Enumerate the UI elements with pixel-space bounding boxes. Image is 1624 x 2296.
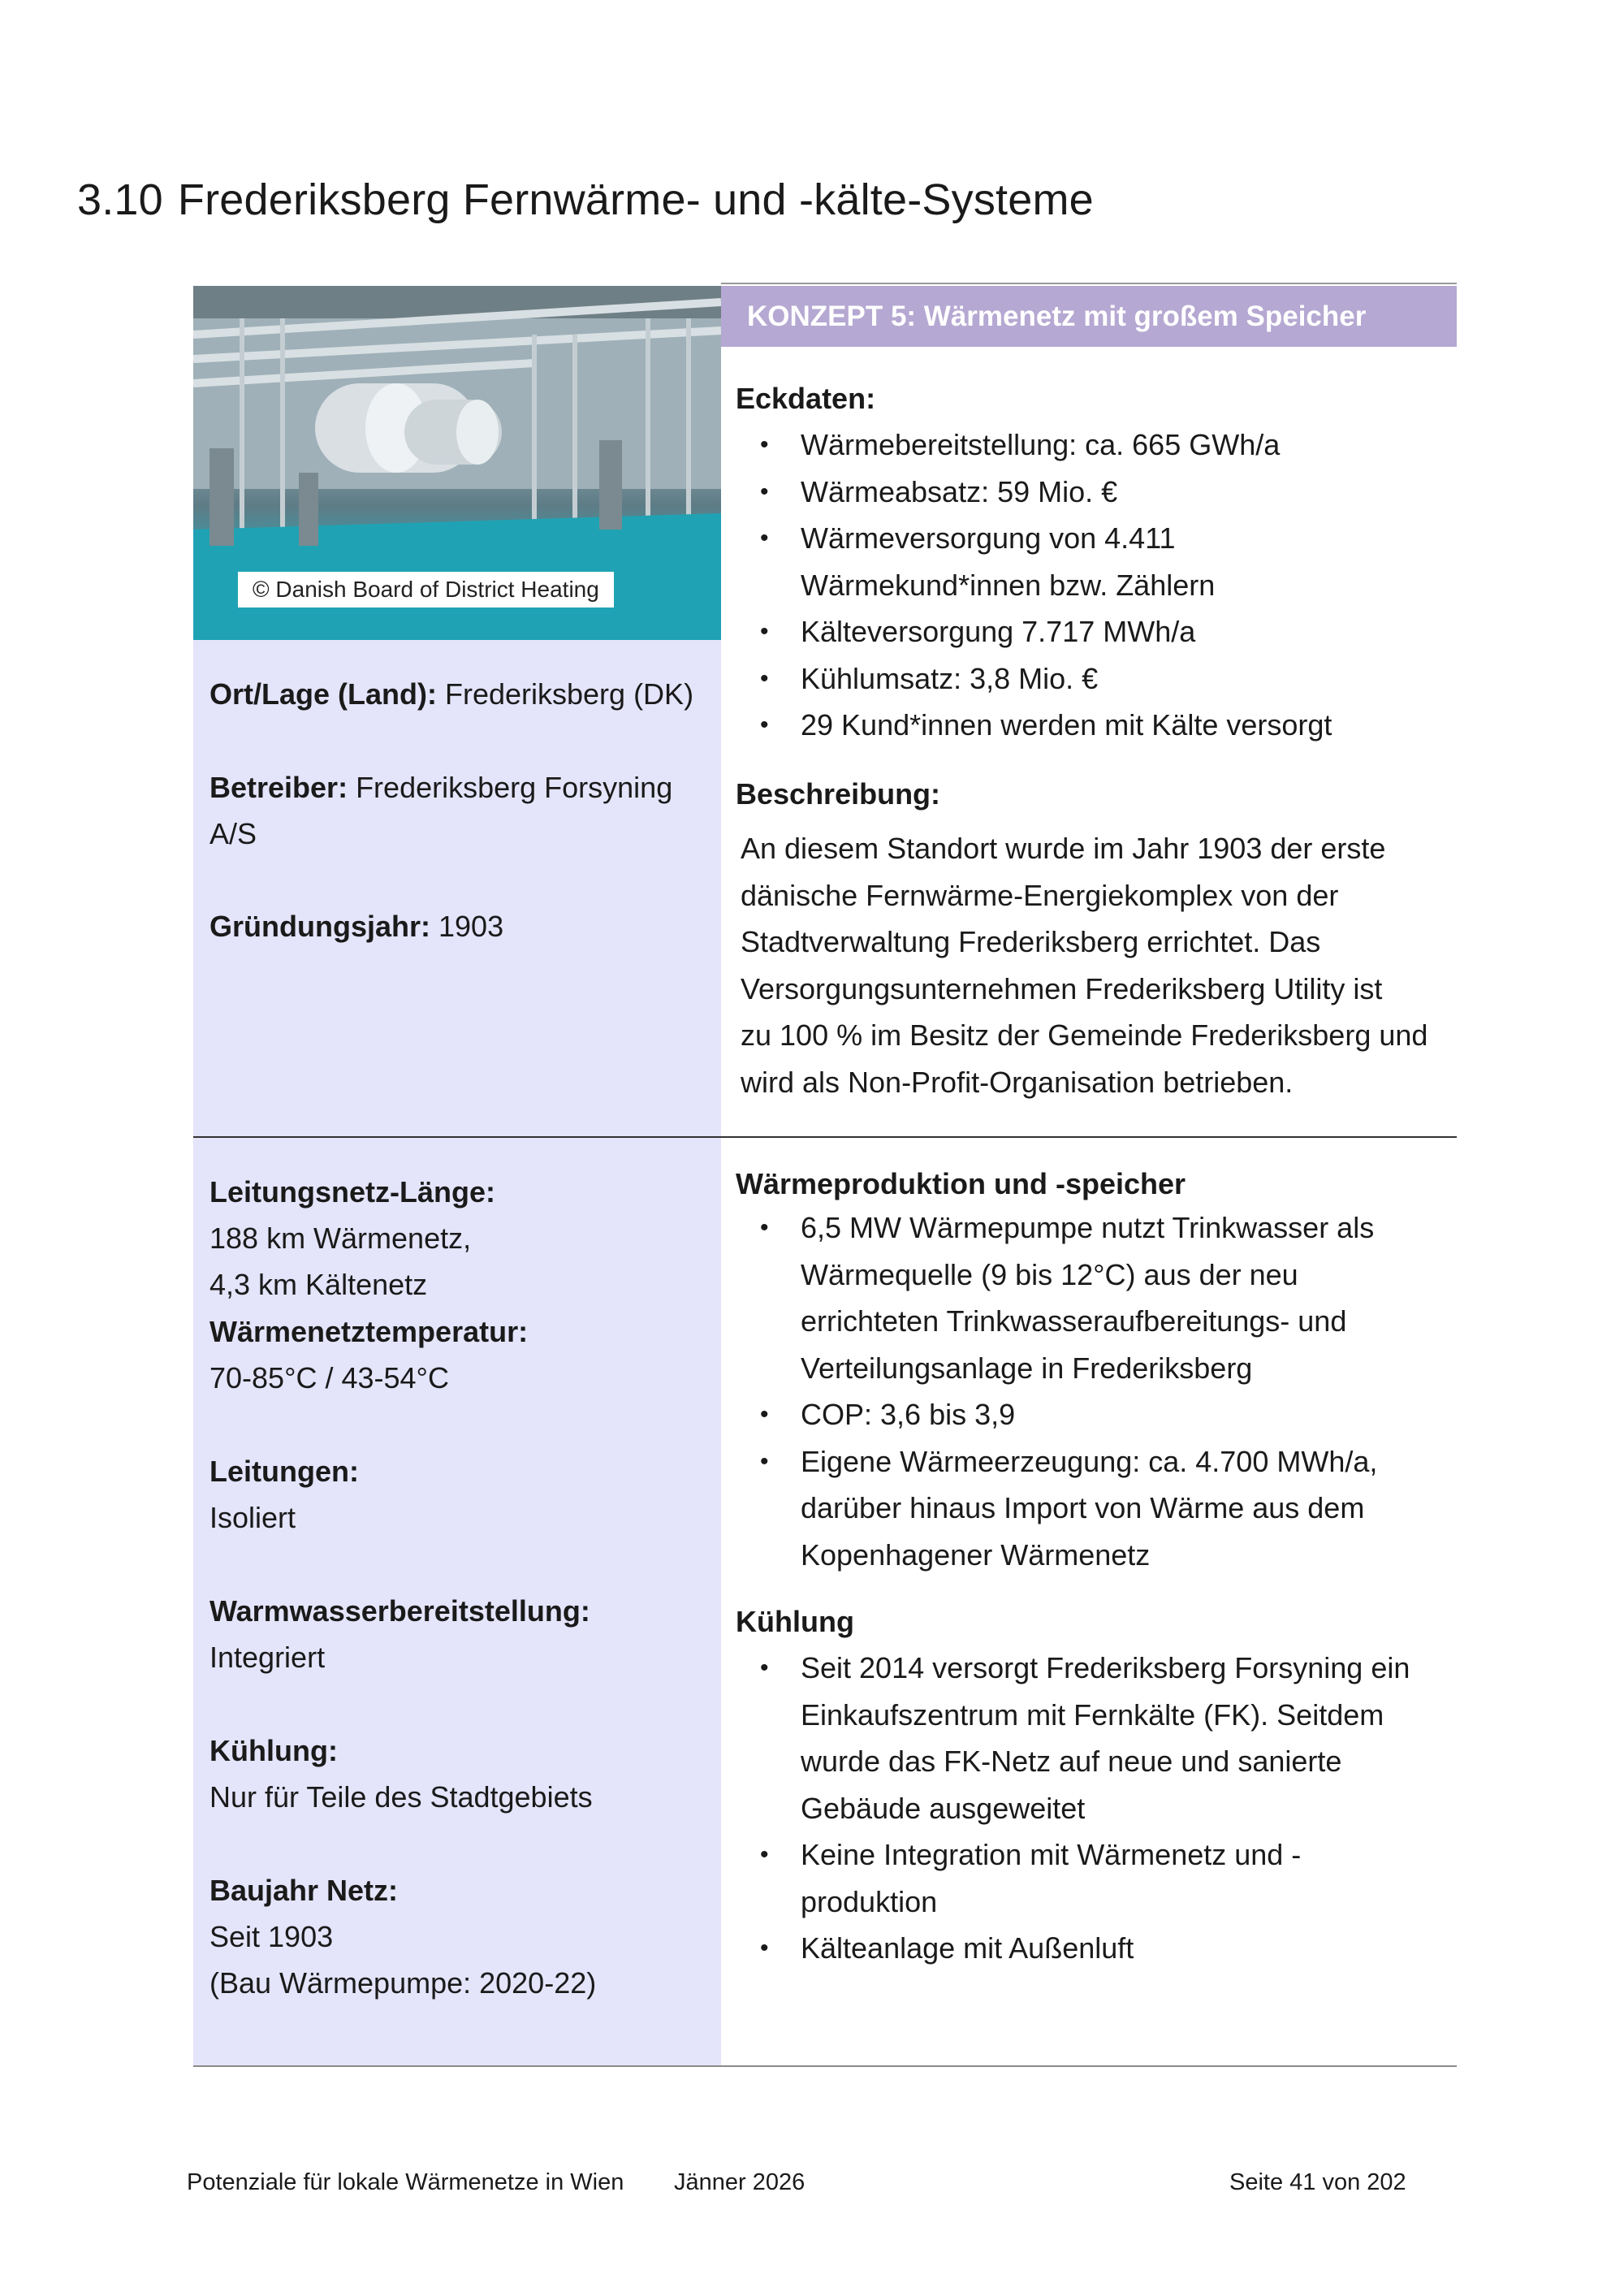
list-item-line: produktion [801, 1884, 938, 1918]
founding-year-label: Gründungsjahr: [209, 910, 430, 943]
list-item-line: Seit 2014 versorgt Frederiksberg Forsyning ein [801, 1651, 1410, 1684]
bullet: • [760, 1447, 769, 1475]
bullet: • [760, 525, 769, 551]
operator-label: Betreiber: [209, 771, 348, 804]
beschreibung-heading: Beschreibung: [736, 777, 941, 811]
list-item-line: Wärmebereitstellung: ca. 665 GWh/a [801, 428, 1281, 461]
list-item-line: 29 Kund*innen werden mit Kälte versorgt [801, 708, 1332, 742]
list-item-line: Keine Integration mit Wärmenetz und - [801, 1838, 1302, 1871]
operator-field [209, 764, 713, 857]
list-item-line: Gebäude ausgeweitet [801, 1791, 1086, 1825]
eckdaten-section [736, 375, 1450, 749]
hot-water-value: Integriert [209, 1641, 326, 1674]
list-item-line: Einkaufszentrum mit Fernkälte (FK). Seitdem [801, 1697, 1384, 1732]
list-item-line: Kopenhagener Wärmenetz [801, 1537, 1151, 1572]
list-item [736, 1925, 1450, 1972]
network-length-line: 4,3 km Kältenetz [209, 1268, 428, 1301]
paragraph-line: Versorgungsunternehmen Frederiksberg Utility ist [741, 971, 1383, 1005]
bullet: • [760, 1841, 769, 1868]
list-item-line: Kälteanlage mit Außenluft [801, 1931, 1134, 1965]
paragraph-line: zu 100 % im Besitz der Gemeinde Frederiksberg und [741, 1018, 1428, 1052]
paragraph-line: dänische Fernwärme-Energiekomplex von der [741, 878, 1339, 912]
list-item-line: Kühlumsatz: 3,8 Mio. € [801, 661, 1099, 695]
pipes-label: Leitungen: [209, 1455, 359, 1488]
cooling-label: Kühlung: [209, 1734, 338, 1767]
bullet: • [760, 431, 769, 458]
waermeproduktion-heading: Wärmeproduktion und -speicher [736, 1167, 1186, 1200]
beschreibung-paragraph [741, 825, 1450, 1105]
list-item-line: Wärmeabsatz: 59 Mio. € [801, 474, 1118, 508]
eckdaten-list [736, 422, 1450, 749]
founding-year-field [209, 903, 713, 949]
list-item [736, 422, 1450, 469]
plant-photo [193, 286, 721, 640]
list-item-line: Wärmequelle (9 bis 12°C) aus der neu [801, 1257, 1298, 1291]
pipes-value: Isoliert [209, 1501, 296, 1534]
network-length-field [209, 1169, 713, 1308]
bullet: • [760, 618, 769, 645]
bullet: • [760, 478, 769, 505]
bullet: • [760, 664, 769, 692]
list-item [736, 608, 1450, 655]
table-bottom-rule [193, 2065, 1457, 2067]
waermeproduktion-list [736, 1204, 1450, 1578]
list-item-line: Wärmekund*innen bzw. Zählern [801, 568, 1216, 602]
construction-year-label: Baujahr Netz: [209, 1874, 399, 1907]
list-item [736, 1831, 1450, 1925]
kuehlung-list [736, 1645, 1450, 1972]
left-info-column [193, 286, 721, 2066]
section-heading [77, 175, 1094, 225]
section-number: 3.10 [77, 175, 163, 224]
hot-water-label: Warmwasserbereitstellung: [209, 1594, 590, 1628]
list-item-line: Kälteversorgung 7.717 MWh/a [801, 615, 1196, 648]
photo-credit: © Danish Board of District Heating [238, 572, 614, 608]
list-item [736, 1391, 1450, 1438]
footer-document-title: Potenziale für lokale Wärmenetze in Wien [187, 2169, 624, 2195]
list-item [736, 515, 1450, 608]
list-item-line: Verteilungsanlage in Frederiksberg [801, 1351, 1253, 1385]
list-item-line: Eigene Wärmeerzeugung: ca. 4.700 MWh/a, [801, 1444, 1378, 1478]
list-item-line: wurde das FK-Netz auf neue und sanierte [801, 1745, 1342, 1778]
construction-year-field [209, 1867, 713, 2006]
construction-year-line: (Bau Wärmepumpe: 2020-22) [209, 1966, 597, 2000]
concept-banner: KONZEPT 5: Wärmenetz mit großem Speicher [721, 286, 1457, 347]
network-length-line: 188 km Wärmenetz, [209, 1222, 472, 1255]
list-item-line: errichteten Trinkwasseraufbereitungs- und [801, 1304, 1347, 1338]
network-temperature-value: 70-85°C / 43-54°C [209, 1361, 449, 1394]
list-item [736, 655, 1450, 703]
paragraph-line: Stadtverwaltung Frederiksberg errichtet. Das [741, 925, 1321, 958]
network-temperature-field [209, 1308, 713, 1401]
kuehlung-section [736, 1598, 1450, 1972]
cooling-field [209, 1727, 713, 1820]
bullet: • [760, 1654, 769, 1681]
bullet: • [760, 1214, 769, 1241]
footer-date: Jänner 2026 [674, 2169, 806, 2195]
bullet: • [760, 1401, 769, 1428]
bullet: • [760, 711, 769, 738]
bullet: • [760, 1935, 769, 1961]
location-field [209, 671, 713, 717]
kuehlung-heading: Kühlung [736, 1605, 854, 1638]
cooling-value: Nur für Teile des Stadtgebiets [209, 1780, 593, 1814]
list-item-line: darüber hinaus Import von Wärme aus dem [801, 1491, 1365, 1524]
pipes-field [209, 1448, 713, 1541]
footer-page-number: Seite 41 von 202 [1229, 2169, 1406, 2195]
table-top-rule [721, 283, 1457, 284]
list-item [736, 1645, 1450, 1831]
table-middle-rule [193, 1136, 1457, 1138]
network-length-label: Leitungsnetz-Länge: [209, 1175, 495, 1209]
founding-year-value: 1903 [430, 910, 504, 943]
list-item [736, 1204, 1450, 1391]
list-item [736, 1438, 1450, 1579]
location-label: Ort/Lage (Land): [209, 677, 437, 711]
operator-value: Frederiksberg Forsyning A/S [209, 771, 673, 850]
list-item-line: Wärmeversorgung von 4.411 [801, 521, 1176, 555]
list-item-line: COP: 3,6 bis 3,9 [801, 1398, 1016, 1431]
list-item-line: 6,5 MW Wärmepumpe nutzt Trinkwasser als [801, 1211, 1375, 1244]
paragraph-line: wird als Non-Profit-Organisation betrieben. [741, 1065, 1294, 1099]
section-title: Frederiksberg Fernwärme- und -kälte-Systeme [177, 175, 1094, 224]
waermeproduktion-section [736, 1164, 1450, 1578]
location-value: Frederiksberg (DK) [436, 677, 694, 711]
eckdaten-heading: Eckdaten: [736, 382, 876, 415]
hot-water-field [209, 1588, 713, 1680]
network-temperature-label: Wärmenetztemperatur: [209, 1315, 529, 1348]
beschreibung-section [736, 771, 1450, 1105]
list-item [736, 469, 1450, 516]
list-item [736, 702, 1450, 749]
construction-year-line: Seit 1903 [209, 1920, 334, 1953]
paragraph-line: An diesem Standort wurde im Jahr 1903 der erste [741, 832, 1386, 865]
